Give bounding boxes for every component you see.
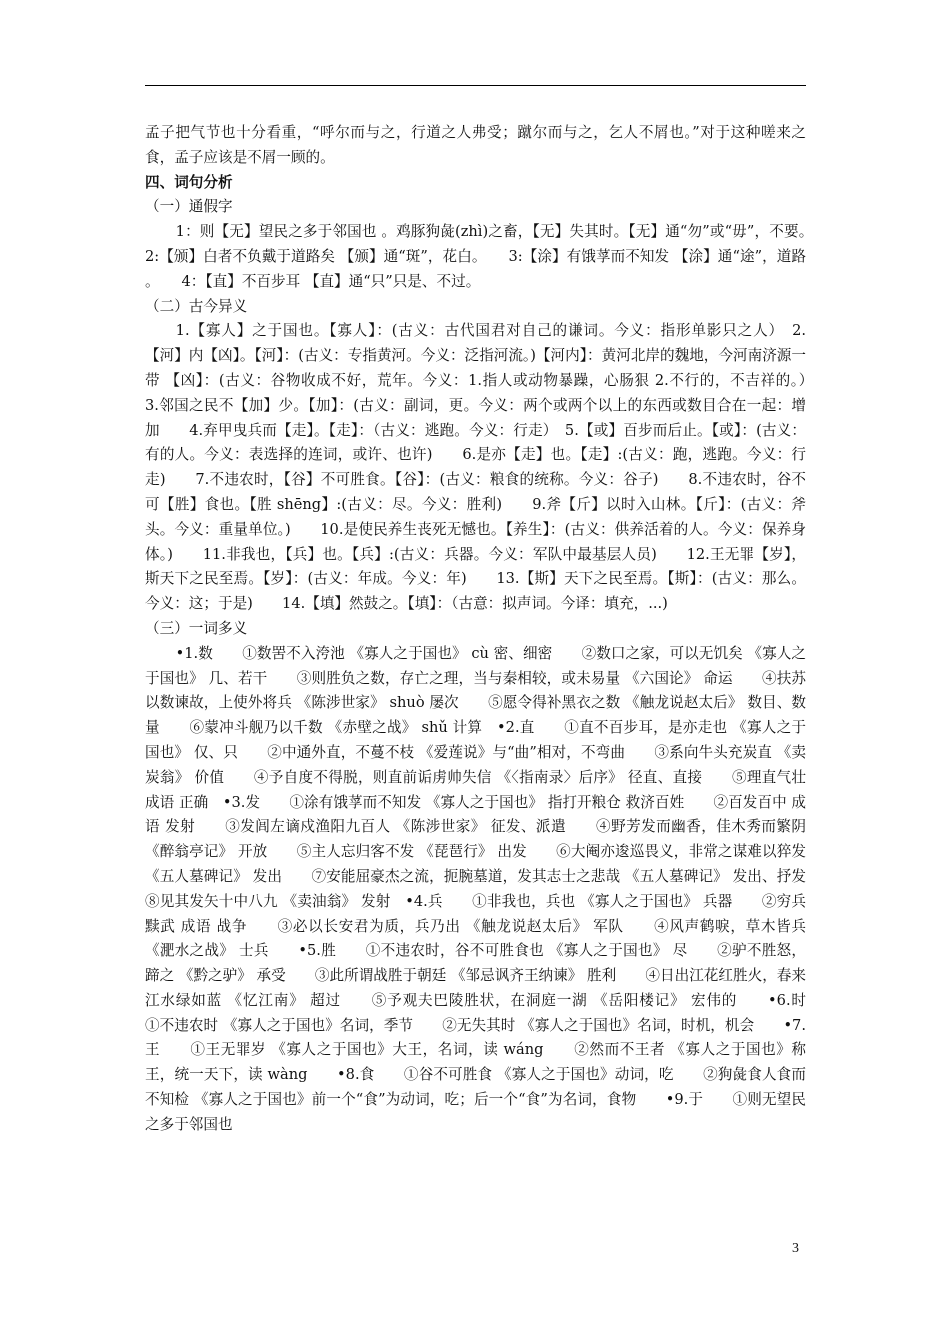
- subsection-heading-tongjiazi: （一）通假字: [145, 198, 233, 216]
- tongjiazi-paragraph: 1：则【无】望民之多于邻国也 。鸡豚狗彘(zhì)之畜，【无】失其时。【无】通“勿”或“毋”，不要。 2:【颁】白者不负戴于道路矣 【颁】通“斑”，花白。 3:【涂】有饿莩而不知发 【涂】通“途”，道路 。 4：【直】不百步耳 【直】通“只”只是、不过。: [145, 223, 836, 290]
- gujinyiyi-paragraph: 1.【寡人】之于国也。【寡人】：(古义：古代国君对自己的谦词。今义：指形单影只之人） 2.【河】内【凶】。【河】：(古义：专指黄河。今义：泛指河流。)【河内】：黄河北岸的魏地，今河南济源一带 【凶】：(古义：谷物收成不好，荒年。今义：1.指人或动物暴躁，心肠狠 2.不行的，不吉祥的。） 3.邻国之民不【加】少。【加】：(古义：副词，更。今义：两个或两个以上的东西或数目合在一起：增加 4.弃甲曳兵而【走】。【走】：（古义：逃跑。今义：行走） 5.【或】百步而后止。【或】：(古义：有的人。今义：表选择的连词，或许、也许) 6.是亦【走】也。【走】:(古义：跑，逃跑。今义：行走) 7.不违农时，【谷】不可胜食。【谷】：(古义：粮食的统称。今义：谷子) 8.不违农时，谷不可【胜】食也。【胜 shēng】:(古义：尽。今义：胜利) 9.斧【斤】以时入山林。【斤】：(古义：斧头。今义：重量单位。) 10.是使民养生丧死无憾也。【养生】：(古义：供养活着的人。今义：保养身体。) 11.非我也，【兵】也。【兵】:(古义：兵器。今义：军队中最基层人员) 12.王无罪【岁】，斯天下之民至焉。【岁】：(古义：年成。今义：年) 13.【斯】天下之民至焉。【斯】：(古义：那么。今义：这；于是) 14.【填】然鼓之。【填】：（古意：拟声词。今译：填充，...): [145, 322, 836, 613]
- intro-paragraph: 孟子把气节也十分看重，“呼尔而与之，行道之人弗受；蹴尔而与之，乞人不屑也。”对于这种嗟来之食，孟子应该是不屑一顾的。: [145, 124, 806, 166]
- subsection-heading-gujinyiyi: （二）古今异义: [145, 297, 248, 315]
- page-number: 3: [792, 1241, 799, 1256]
- yiciduoyi-paragraph: •1.数 ①数罟不入洿池 《寡人之于国也》 cù 密、细密 ②数口之家，可以无饥矣 《寡人之于国也》 几、若干 ③则胜负之数，存亡之理，当与秦相较，或未易量 《六国论》 命运 ④扶苏以数谏故，上使外将兵 《陈涉世家》 shuò 屡次 ⑤愿令得补黑衣之数 《触龙说赵太后》 数目、数量 ⑥蒙冲斗舰乃以千数 《赤壁之战》 shǔ 计算 •2.直 ①直不百步耳，是亦走也 《寡人之于国也》 仅、只 ②中通外直，不蔓不枝 《爱莲说》与“曲”相对，不弯曲 ③系向牛头充炭直 《卖炭翁》 价值 ④予自度不得脱，则直前诟虏帅失信 《〈指南录〉后序》 径直、直接 ⑤理直气壮 成语 正确 •3.发 ①涂有饿莩而不知发 《寡人之于国也》 指打开粮仓 救济百姓 ②百发百中 成语 发射 ③发闾左谪戍渔阳九百人 《陈涉世家》 征发、派遣 ④野芳发而幽香，佳木秀而繁阴 《醉翁亭记》 开放 ⑤主人忘归客不发 《琵琶行》 出发 ⑥大阉亦逡巡畏义，非常之谋难以猝发 《五人墓碑记》 发出 ⑦安能屈豪杰之流，扼腕墓道，发其志士之悲哉 《五人墓碑记》 发出、抒发 ⑧见其发矢十中八九 《卖油翁》 发射 •4.兵 ①非我也，兵也 《寡人之于国也》 兵器 ②穷兵黩武 成语 战争 ③必以长安君为质，兵乃出 《触龙说赵太后》 军队 ④风声鹤唳，草木皆兵 《淝水之战》 士兵 •5.胜 ①不违农时，谷不可胜食也 《寡人之于国也》 尽 ②驴不胜怒，蹄之 《黔之驴》 承受 ③此所谓战胜于朝廷 《邹忌讽齐王纳谏》 胜利 ④日出江花红胜火，春来江水绿如蓝 《忆江南》 超过 ⑤予观夫巴陵胜状，在洞庭一湖 《岳阳楼记》 宏伟的 •6.时 ①不违农时 《寡人之于国也》名词，季节 ②无失其时 《寡人之于国也》名词，时机，机会 •7.王 ①王无罪岁 《寡人之于国也》大王，名词，读 wáng ②然而不王者 《寡人之于国也》称王，统一天下，读 wàng •8.食 ①谷不可胜食 《寡人之于国也》动词，吃 ②狗彘食人食而不知检 《寡人之于国也》前一个“食”为动词，吃；后一个“食”为名词，食物 •9.于 ①则无望民之多于邻国也: [145, 644, 836, 1133]
- header-rule: [145, 85, 806, 86]
- document-body: [145, 121, 836, 1138]
- subsection-heading-yiciduoyi: （三）一词多义: [145, 619, 248, 637]
- section-heading: 四、词句分析: [145, 173, 233, 191]
